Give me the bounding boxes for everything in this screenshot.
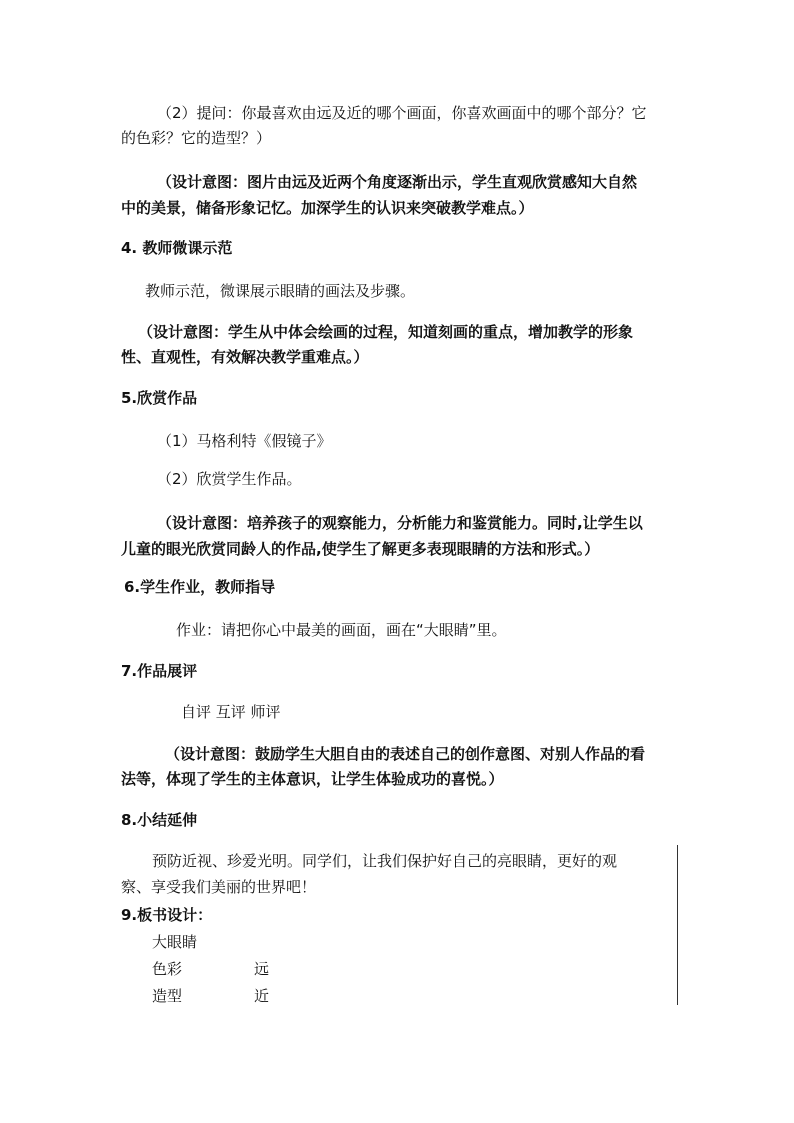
section-4-heading: 4. 教师微课示范 [121,239,233,257]
board-row-1-right: 远 [254,960,270,978]
section-5-heading: 5.欣赏作品 [121,389,198,407]
board-row-1-left: 色彩 [152,960,183,978]
board-row-2-left: 造型 [152,987,183,1005]
section-4-text: 教师示范，微课展示眼睛的画法及步骤。 [145,282,416,300]
design-intent-3-line-2: 儿童的眼光欣赏同龄人的作品,使学生了解更多表现眼睛的方法和形式。） [121,540,600,558]
design-intent-2-line-1: （设计意图：学生从中体会绘画的过程，知道刻画的重点，增加教学的形象 [138,323,634,341]
design-intent-1-line-2: 中的美景，储备形象记忆。加深学生的认识来突破教学难点。） [121,199,534,217]
section-7-text: 自评 互评 师评 [181,703,281,721]
section-5-item-2: （2）欣赏学生作品。 [157,470,302,488]
design-intent-4-line-2: 法等，体现了学生的主体意识，让学生体验成功的喜悦。） [121,770,504,788]
section-9-heading: 9.板书设计： [121,906,213,924]
section-6-text: 作业：请把你心中最美的画面，画在“大眼睛”里。 [176,621,507,639]
section-8-text-line-1: 预防近视、珍爱光明。同学们，让我们保护好自己的亮眼睛，更好的观 [152,852,618,870]
section-7-heading: 7.作品展评 [121,662,198,680]
design-intent-4-line-1: （设计意图：鼓励学生大胆自由的表述自己的创作意图、对别人作品的看 [165,745,646,763]
board-title: 大眼睛 [152,933,198,951]
section-5-item-1: （1）马格利特《假镜子》 [157,432,332,450]
section-8-text-line-2: 察、享受我们美丽的世界吧！ [121,878,317,896]
board-row-2-right: 近 [254,987,270,1005]
section-6-heading: 6.学生作业，教师指导 [124,578,276,596]
question-line-1: （2）提问：你最喜欢由远及近的哪个画面，你喜欢画面中的哪个部分？它 [157,104,647,122]
margin-rule [677,845,678,1005]
design-intent-1-line-1: （设计意图：图片由远及近两个角度逐渐出示，学生直观欣赏感知大自然 [157,173,638,191]
design-intent-3-line-1: （设计意图：培养孩子的观察能力，分析能力和鉴赏能力。同时,让学生以 [157,514,643,532]
section-8-heading: 8.小结延伸 [121,811,198,829]
design-intent-2-line-2: 性、直观性，有效解决教学重难点。） [121,348,369,366]
question-line-2: 的色彩？它的造型？） [121,129,272,147]
